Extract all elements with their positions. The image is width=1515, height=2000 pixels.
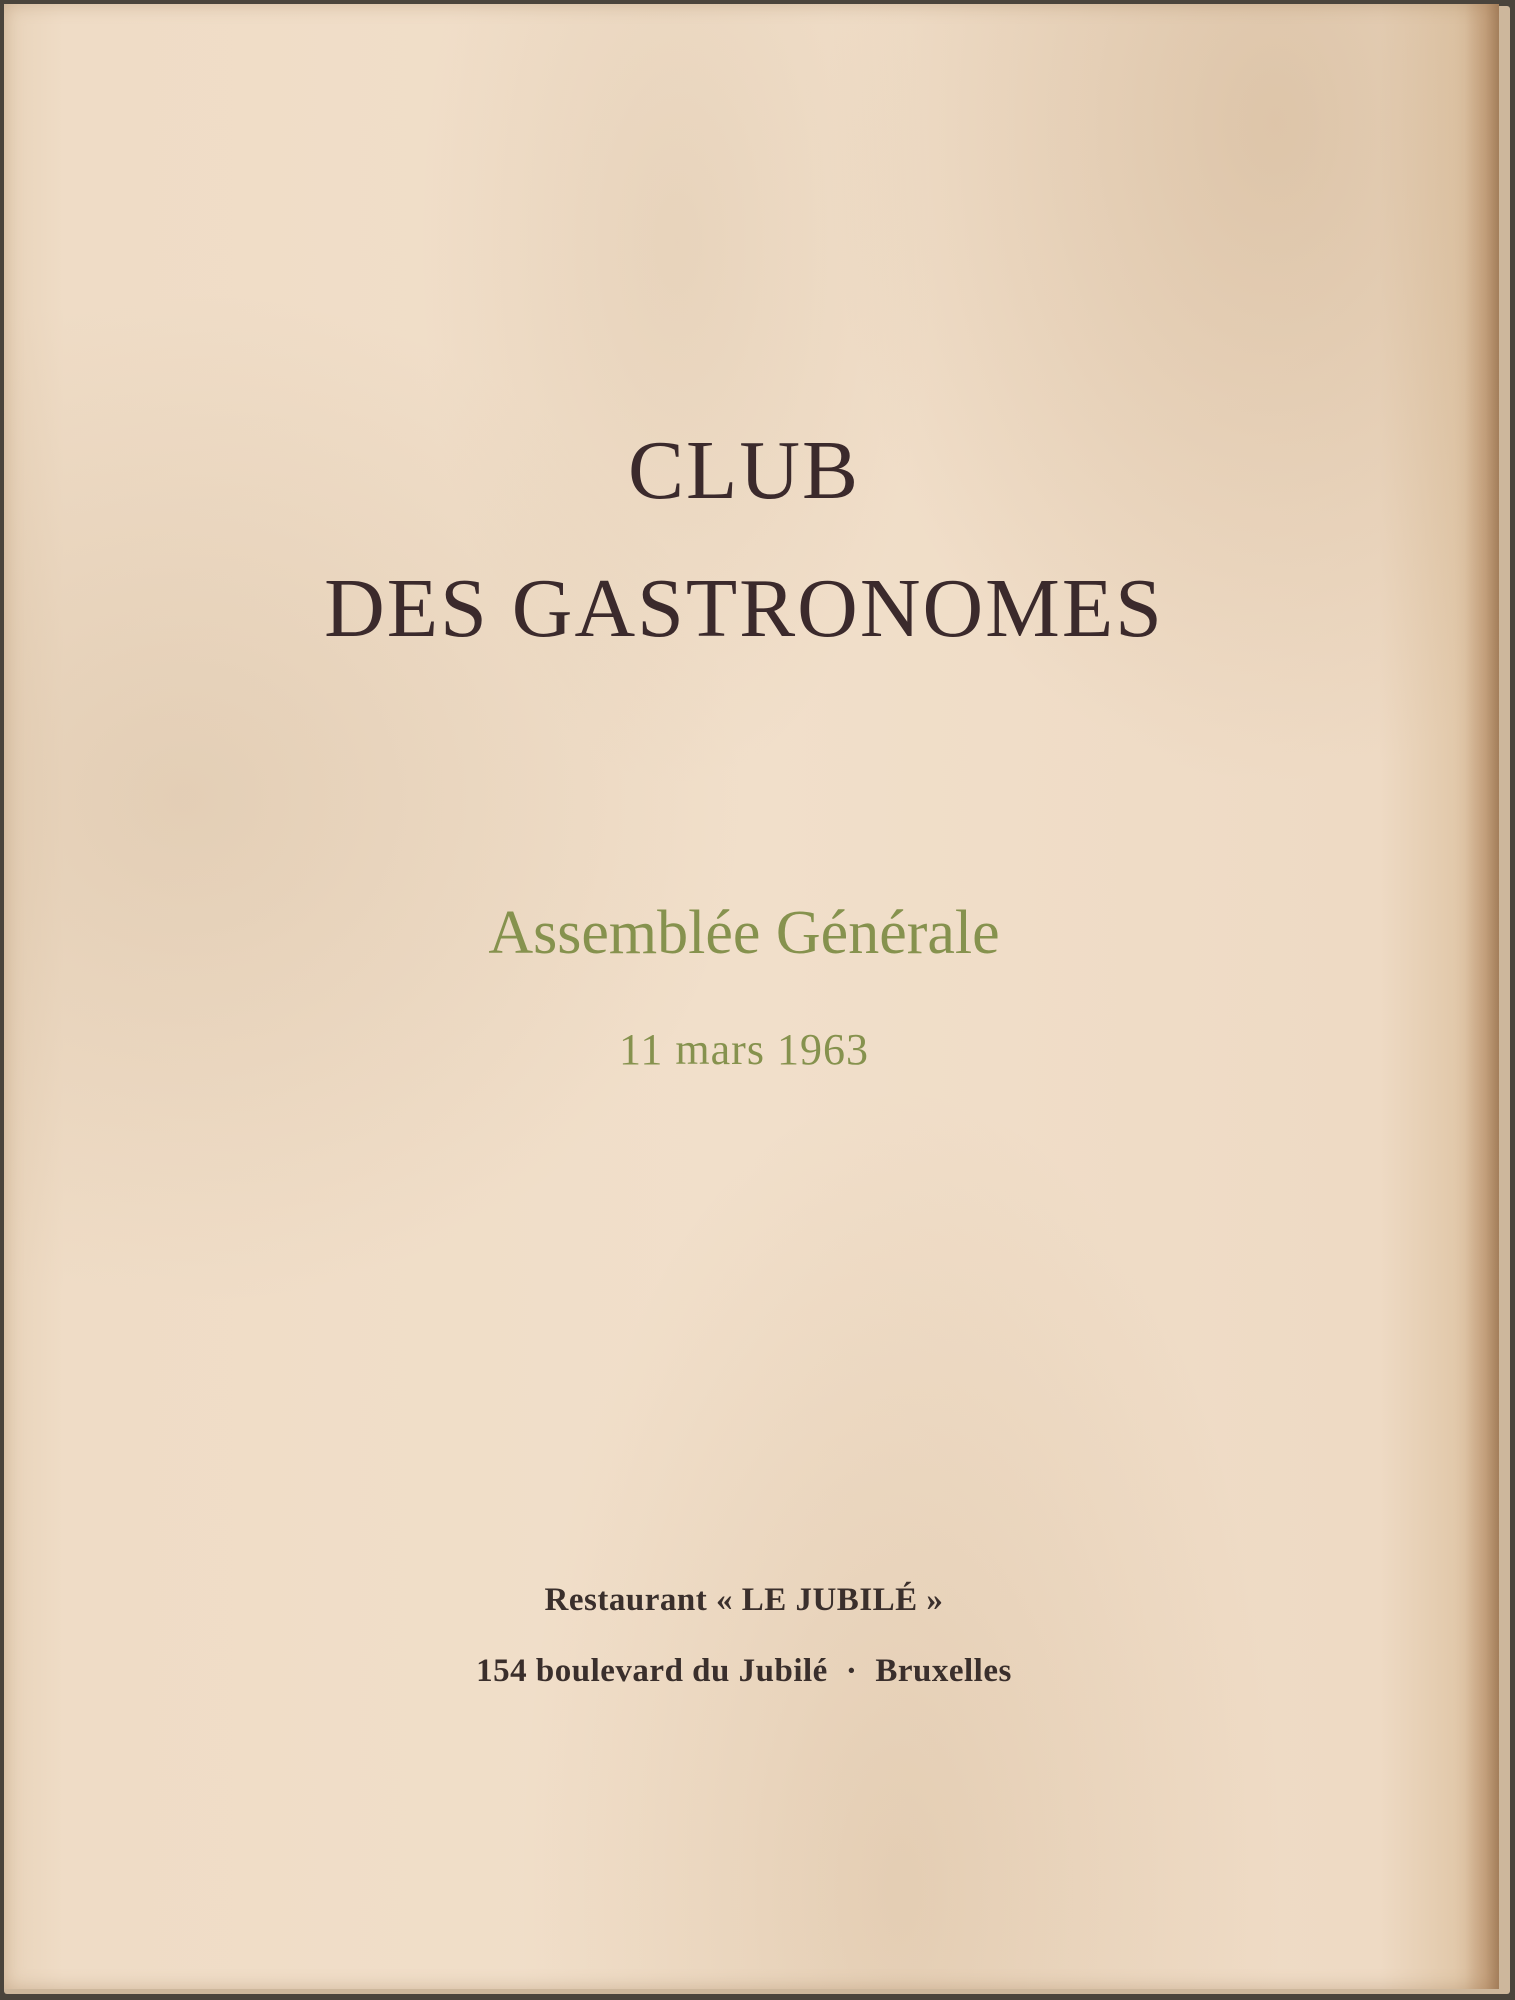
venue-name: Restaurant « LE JUBILÉ » — [544, 1582, 944, 1618]
paper-cover — [4, 4, 1499, 1989]
address-separator: · — [845, 1653, 858, 1689]
address-city: Bruxelles — [875, 1653, 1012, 1689]
event-name: Assemblée Générale — [488, 899, 1000, 967]
venue-address — [4, 1655, 1484, 1688]
address-street: 154 boulevard du Jubilé — [476, 1653, 828, 1689]
title-line-1: CLUB — [627, 424, 861, 517]
title-line-2: DES GASTRONOMES — [324, 562, 1164, 655]
event-date: 11 mars 1963 — [619, 1025, 869, 1074]
